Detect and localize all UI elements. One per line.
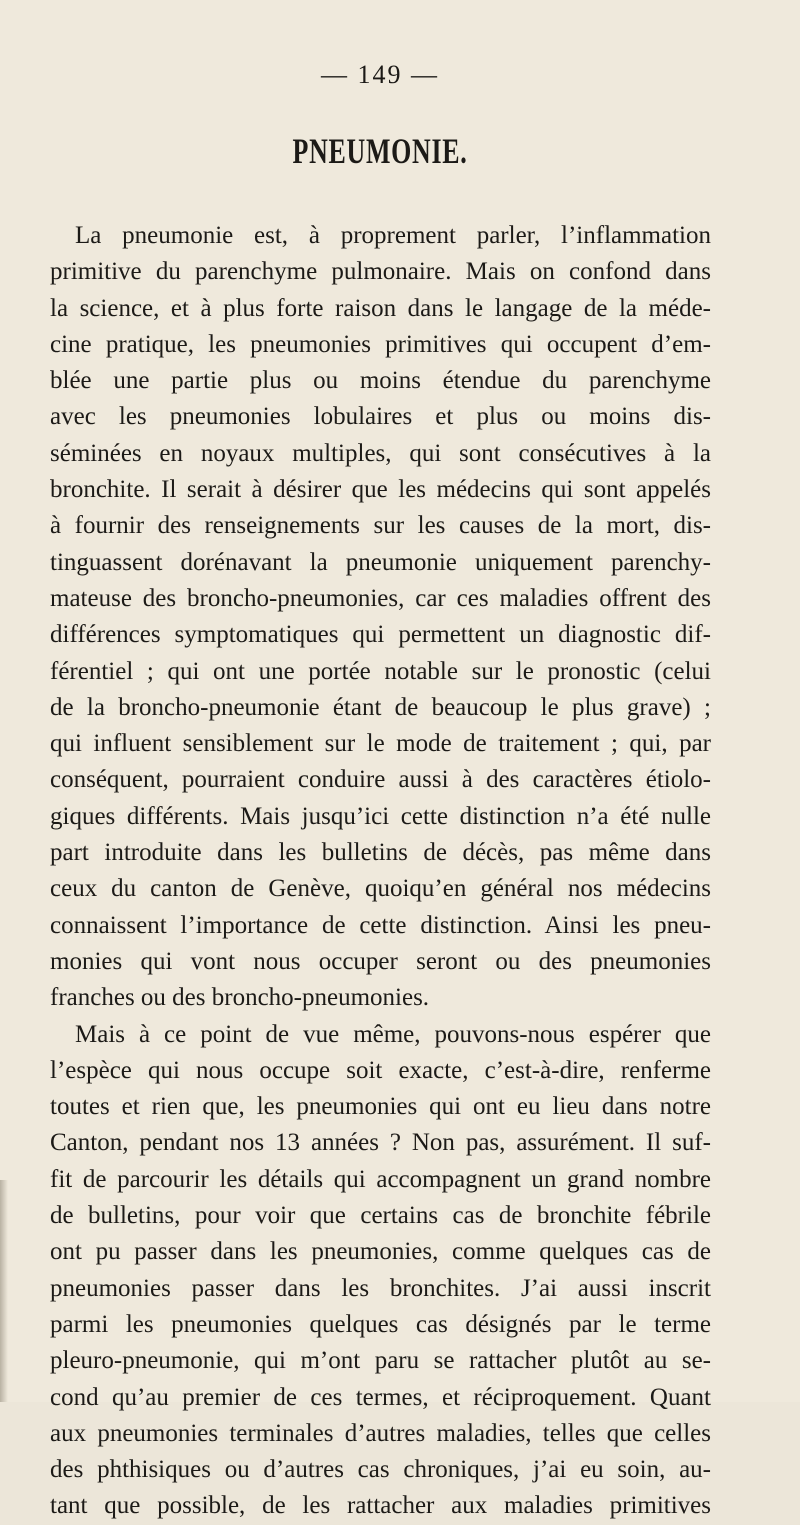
text-line: cond qu’au premier de ces termes, et réciproquement. Quant xyxy=(50,1383,711,1411)
text-line: Canton, pendant nos 13 années ? Non pas, assurément. Il suf- xyxy=(50,1129,711,1157)
text-line: pneumonies passer dans les bronchites. J’ai aussi inscrit xyxy=(50,1274,711,1302)
text-line: qui influent sensiblement sur le mode de traitement ; qui, par xyxy=(50,730,711,758)
text-line: franches ou des broncho-pneumonies. xyxy=(50,984,430,1012)
text-line: fit de parcourir les détails qui accompagnent un grand nombre xyxy=(50,1165,711,1193)
text-line: connaissent l’importance de cette distinction. Ainsi les pneu- xyxy=(50,911,711,939)
text-line: mateuse des broncho-pneumonies, car ces maladies offrent des xyxy=(50,584,711,612)
text-line: ont pu passer dans les pneumonies, comme quelques cas de xyxy=(50,1238,711,1266)
text-line: ceux du canton de Genève, quoiqu’en général nos médecins xyxy=(50,875,711,903)
text-line: part introduite dans les bulletins de décès, pas même dans xyxy=(50,839,711,867)
text-line: férentiel ; qui ont une portée notable sur le pronostic (celui xyxy=(50,657,711,685)
text-line: monies qui vont nous occuper seront ou des pneumonies xyxy=(50,947,711,975)
text-line: différences symptomatiques qui permettent un diagnostic dif- xyxy=(50,621,711,649)
text-line: primitive du parenchyme pulmonaire. Mais on confond dans xyxy=(50,258,711,286)
text-line: aux pneumonies terminales d’autres maladies, telles que celles xyxy=(50,1419,711,1447)
text-line: de la broncho-pneumonie étant de beaucoup le plus grave) ; xyxy=(50,693,711,721)
text-line: avec les pneumonies lobulaires et plus ou moins dis- xyxy=(50,403,711,431)
page-number: — 149 — xyxy=(321,60,439,89)
text-line: blée une partie plus ou moins étendue du parenchyme xyxy=(50,367,711,395)
text-line: bronchite. Il serait à désirer que les médecins qui sont appelés xyxy=(50,476,711,504)
text-line: tant que possible, de les rattacher aux maladies primitives xyxy=(50,1492,711,1520)
text-line: cine pratique, les pneumonies primitives qui occupent d’em- xyxy=(50,330,711,358)
text-line: Mais à ce point de vue même, pouvons-nous espérer que xyxy=(75,1020,711,1048)
text-line: la science, et à plus forte raison dans le langage de la méde- xyxy=(50,294,711,322)
paragraph-2 xyxy=(50,1017,711,1525)
text-line: à fournir des renseignements sur les causes de la mort, dis- xyxy=(50,512,711,540)
text-line: giques différents. Mais jusqu’ici cette distinction n’a été nulle xyxy=(50,802,711,830)
text-line: conséquent, pourraient conduire aussi à des caractères étiolo- xyxy=(50,766,711,794)
chapter-title: PNEUMONIE. xyxy=(292,131,468,171)
text-line: l’espèce qui nous occupe soit exacte, c’est-à-dire, renferme xyxy=(50,1056,711,1084)
text-line: toutes et rien que, les pneumonies qui ont eu lieu dans notre xyxy=(50,1093,711,1121)
binding-shadow xyxy=(0,1180,8,1402)
text-line: de bulletins, pour voir que certains cas de bronchite fébrile xyxy=(50,1202,711,1230)
text-line: pleuro-pneumonie, qui m’ont paru se rattacher plutôt au se- xyxy=(50,1347,711,1375)
text-line: séminées en noyaux multiples, qui sont consécutives à la xyxy=(50,439,711,467)
text-line: parmi les pneumonies quelques cas désignés par le terme xyxy=(50,1310,711,1338)
text-line: tinguassent dorénavant la pneumonie uniquement parenchy- xyxy=(50,548,711,576)
paragraph-1 xyxy=(50,218,711,1017)
text-line: La pneumonie est, à proprement parler, l’inflammation xyxy=(75,222,711,249)
body-text xyxy=(50,218,711,1525)
text-line: des phthisiques ou d’autres cas chroniques, j’ai eu soin, au- xyxy=(50,1456,711,1484)
